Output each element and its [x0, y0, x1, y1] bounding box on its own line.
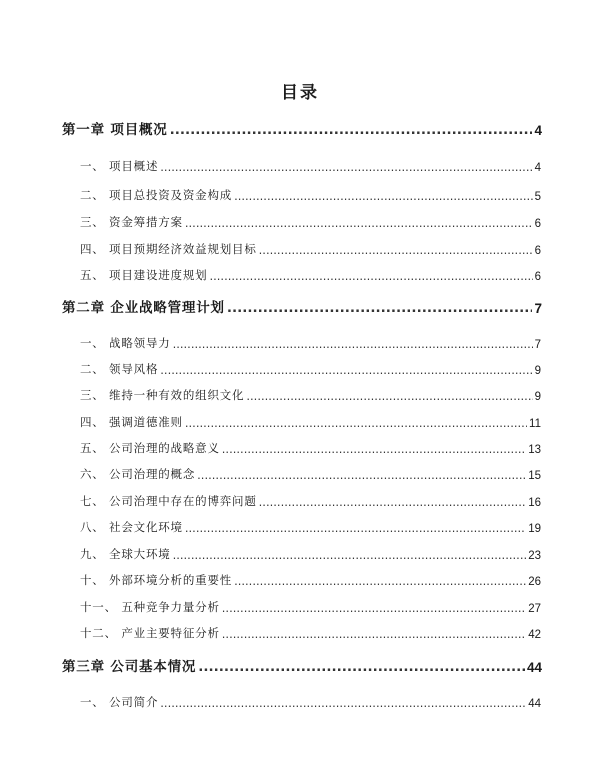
toc-entry-label: 三、 资金筹措方案 [80, 215, 183, 229]
toc-section-entry[interactable] [80, 335, 541, 351]
toc-chapter-entry[interactable] [62, 118, 542, 138]
toc-section-entry[interactable] [80, 241, 541, 257]
toc-page-number: 44 [528, 698, 541, 710]
toc-entry-label: 十二、 产业主要特征分析 [80, 626, 220, 640]
dot-leader [227, 300, 533, 316]
dot-leader [259, 495, 527, 509]
dot-leader [185, 521, 526, 535]
dot-leader [185, 216, 533, 230]
toc-section-entry[interactable] [80, 572, 541, 588]
toc-entry-label: 三、 维持一种有效的组织文化 [80, 388, 245, 402]
toc-entry-label: 一、 战略领导力 [80, 336, 171, 350]
toc-page-number: 44 [526, 660, 542, 675]
dot-leader [234, 189, 533, 203]
toc-page-number: 9 [534, 365, 541, 377]
toc-section-entry[interactable] [80, 214, 541, 230]
toc-entry-label: 十一、 五种竞争力量分析 [80, 600, 220, 614]
toc-entry-label: 五、 项目建设进度规划 [80, 268, 208, 282]
toc-page-number: 9 [534, 391, 541, 403]
dot-leader [234, 574, 526, 588]
toc-section-entry[interactable] [80, 158, 541, 174]
toc-chapter-entry[interactable] [62, 296, 542, 316]
toc-title: 目录 [281, 83, 319, 103]
toc-section-entry[interactable] [80, 625, 541, 641]
toc-page-number: 13 [528, 444, 541, 456]
toc-section-entry[interactable] [80, 414, 541, 430]
dot-leader [222, 442, 526, 456]
toc-entry-label: 四、 项目预期经济效益规划目标 [80, 242, 257, 256]
toc-entry-label: 四、 强调道德准则 [80, 415, 183, 429]
dot-leader [173, 548, 527, 562]
toc-section-entry[interactable] [80, 694, 541, 710]
toc-section-entry[interactable] [80, 361, 541, 377]
toc-entry-label: 九、 全球大环境 [80, 547, 171, 561]
dot-leader [185, 416, 527, 430]
toc-entry-label: 第二章 企业战略管理计划 [62, 300, 225, 316]
toc-entry-label: 第三章 公司基本情况 [62, 659, 197, 675]
toc-chapter-entry[interactable] [62, 655, 542, 675]
toc-page-number: 4 [534, 123, 542, 138]
dot-leader [173, 337, 533, 351]
dot-leader [209, 269, 532, 283]
toc-section-entry[interactable] [80, 546, 541, 562]
toc-section-entry[interactable] [80, 440, 541, 456]
toc-page-number: 6 [534, 218, 541, 230]
dot-leader [222, 627, 526, 641]
toc-page-number: 6 [534, 245, 541, 257]
toc-section-entry[interactable] [80, 599, 541, 615]
toc-entry-label: 一、 公司简介 [80, 695, 159, 709]
dot-leader [197, 468, 526, 482]
dot-leader [160, 363, 532, 377]
toc-section-entry[interactable] [80, 267, 541, 283]
toc-page-number: 15 [528, 470, 541, 482]
toc-page-number: 7 [534, 339, 541, 351]
toc-entry-label: 七、 公司治理中存在的博弈问题 [80, 494, 257, 508]
toc-section-entry[interactable] [80, 187, 541, 203]
toc-page-number: 16 [528, 497, 541, 509]
toc-page-number: 42 [528, 629, 541, 641]
toc-page-number: 23 [528, 550, 541, 562]
toc-page-number: 6 [534, 271, 541, 283]
dot-leader [160, 696, 526, 710]
toc-section-entry[interactable] [80, 519, 541, 535]
dot-leader [222, 601, 526, 615]
toc-page-number: 7 [534, 301, 542, 316]
toc-entry-label: 十、 外部环境分析的重要性 [80, 573, 233, 587]
toc-page-number: 27 [528, 603, 541, 615]
toc-entry-label: 六、 公司治理的概念 [80, 467, 196, 481]
toc-entry-label: 二、 项目总投资及资金构成 [80, 188, 233, 202]
toc-entry-label: 一、 项目概述 [80, 159, 159, 173]
toc-page-number: 11 [529, 418, 541, 430]
toc-page-number: 5 [534, 191, 541, 203]
toc-entry-label: 二、 领导风格 [80, 362, 159, 376]
toc-page-number: 26 [528, 576, 541, 588]
toc-entry-label: 五、 公司治理的战略意义 [80, 441, 220, 455]
toc-section-entry[interactable] [80, 493, 541, 509]
toc-page-number: 19 [528, 523, 541, 535]
dot-leader [246, 389, 532, 403]
toc-entry-label: 八、 社会文化环境 [80, 520, 183, 534]
dot-leader [198, 659, 525, 675]
toc-entry-label: 第一章 项目概况 [62, 122, 168, 138]
toc-section-entry[interactable] [80, 466, 541, 482]
toc-page-number: 4 [534, 162, 541, 174]
dot-leader [160, 160, 532, 174]
dot-leader [170, 122, 533, 138]
toc-section-entry[interactable] [80, 387, 541, 403]
dot-leader [259, 243, 533, 257]
